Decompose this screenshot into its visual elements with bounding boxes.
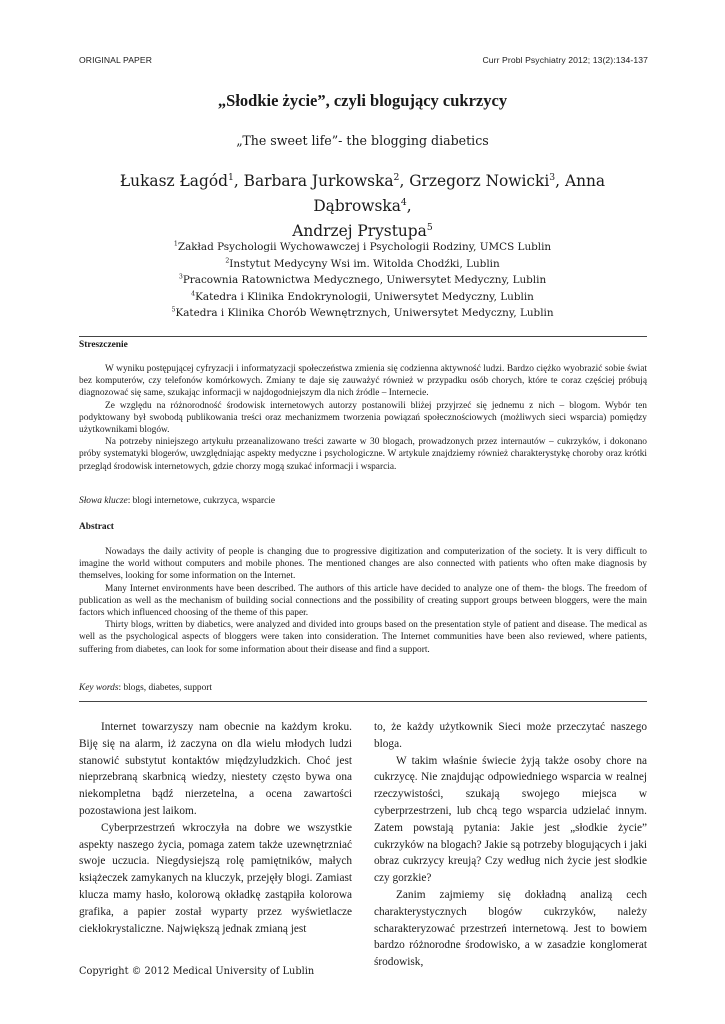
- divider: [79, 336, 647, 337]
- author: Barbara Jurkowska$^2$,: [243, 171, 410, 190]
- copyright-footer: Copyright © 2012 Medical University of Lublin: [79, 966, 315, 977]
- abstract-heading: Abstract: [79, 522, 114, 532]
- journal-citation: Curr Probl Psychiatry 2012; 13(2):134-137: [482, 55, 648, 65]
- streszczenie-body: [79, 363, 647, 473]
- abstract-paragraph: Many Internet environments have been described. The authors of this article have decided to analyze one of them- the blogs. The freedom of publication as well as the mechanism of building social connections and the possibility of creating support groups between bloggers, were the main factors which influenced choosing of the theme of this paper.: [79, 583, 647, 619]
- author: Łukasz Łagód$^1$,: [119, 171, 244, 190]
- body-column-right: [374, 719, 647, 971]
- affiliation: $^4$Katedra i Klinika Endokrynologii, Uniwersytet Medyczny, Lublin: [191, 290, 534, 303]
- body-paragraph: Internet towarzyszy nam obecnie na każdym kroku. Biję się na alarm, iż zaczyna on dla wielu młodych ludzi stanowić substytut kontaktów międzyludzkich. Choć jest nieprzebraną skarbnicą wiedzy, niestety często bywa ona niekompletna bądź nierzetelna, a ocena zawartości pozostawiona jest laikom.: [79, 721, 352, 817]
- abstract-paragraph: Nowadays the daily activity of people is changing due to progressive digitization and computerization of the society. It is very difficult to imagine the world without computers and mobile phones. The mentioned changes are also connected with patients who often make diagnosis by themselves, looking for some information on the Internet.: [79, 547, 647, 582]
- body-paragraph: Zanim zajmiemy się dokładną analizą cech charakterystycznych blogów cukrzyków, należy scharakteryzować przestrzeń internetową. Jest to bowiem bardzo różnorodne środowisko, a w zasadzie konglomerat środowisk,: [374, 888, 647, 969]
- streszczenie-paragraph: W wyniku postępującej cyfryzacji i informatyzacji społeczeństwa zmienia się codzienna aktywność ludzi. Bardzo ciężko wyobrazić sobie świat bez komputerów, czy telefonów komórkowych. Zmiany te daje się zauważyć również w przypadku osób chorych, które te coraz częściej próbują diagnozować się same, szukając informacji w najdogodniejszym dla nich źródle – Internecie.: [79, 364, 647, 399]
- author: Andrzej Prystupa$^5$: [292, 221, 433, 240]
- abstract-body: [79, 546, 647, 656]
- affiliation: $^2$Instytut Medycyny Wsi im. Witolda Chodźki, Lublin: [225, 257, 500, 270]
- paper-subtitle: „The sweet life”- the blogging diabetics: [236, 133, 489, 148]
- affiliation-list: [80, 239, 645, 322]
- affiliation: $^3$Pracownia Ratownictwa Medycznego, Uniwersytet Medyczny, Lublin: [178, 273, 547, 287]
- affiliation: $^5$Katedra i Klinika Chorób Wewnętrznych, Uniwersytet Medyczny, Lublin: [171, 306, 554, 320]
- streszczenie-heading: Streszczenie: [79, 340, 128, 350]
- streszczenie-paragraph: Ze względu na różnorodność środowisk internetowych autorzy postanowili bliżej przyjrzeć się jednemu z nich – blogom. Wybór ten podyktowany był swobodą publikowania treści oraz mechanizmem tworzenia powiązań społecznościowych (możliwych sieci wsparcia) pomiędzy użytkownikami blogów.: [79, 400, 647, 436]
- streszczenie-paragraph: Na potrzeby niniejszego artykułu przeanalizowano treści zawarte w 30 blogach, prowadzonych przez internautów – cukrzyków, i dokonano próby systematyki blogerów, uwzględniając aspekty medyczne i psychologiczne. W artykule znajdziemy również charakterystykę choroby oraz krótki przegląd środowisk internetowych, gdzie chorzy mogą szukać informacji i wsparcia.: [79, 437, 647, 472]
- paper-title: „Słodkie życie”, czyli blogujący cukrzycy: [217, 91, 508, 110]
- abstract-paragraph: Thirty blogs, written by diabetics, were analyzed and divided into groups based on the presentation style of patient and disease. The medical as well as the psychological aspects of bloggers were taken into consideration. The Internet communities have been also reviewed, where patients, suffering from diabetes, can look for some information about their disease and find a support.: [79, 620, 647, 655]
- author-list: [70, 169, 655, 244]
- author: Anna Dąbrowska$^4$,: [313, 172, 606, 215]
- body-paragraph: W takim właśnie świecie żyją także osoby chore na cukrzycę. Nie znajdując odpowiedniego wsparcia w realnej rzeczywistości, szukają swojego miejsca w cyberprzestrzeni, lub chcą tego wsparcia udzielać innym. Zatem powstają pytania: Jakie jest „słodkie życie” cukrzyków na blogach? Jakie są potrzeby blogujących i jaki obraz cukrzycy kreują? Czy według nich życie jest słodkie czy gorzkie?: [374, 754, 647, 885]
- body-column-left: [79, 719, 352, 937]
- body-paragraph: Cyberprzestrzeń wkroczyła na dobre we wszystkie aspekty naszego życia, pomaga zatem także uzewnętrzniać swoje uczucia. Niegdysiejszą rolę pamiętników, małych książeczek zamykanych na kluczyk, przejęły blogi. Zamiast klucza mamy hasło, kolorową okładkę zastąpiła kolorowa grafika, a papier został wyparty przez wyświetlacze ciekłokrystaliczne. Największą jednak zmianą jest: [79, 821, 352, 935]
- article-type: ORIGINAL PAPER: [79, 55, 153, 65]
- divider: [79, 701, 647, 702]
- author: Grzegorz Nowicki$^3$,: [409, 171, 565, 190]
- abstract-keywords: Key words: blogs, diabetes, support: [79, 683, 212, 693]
- streszczenie-keywords: Słowa klucze: blogi internetowe, cukrzyca, wsparcie: [79, 496, 276, 506]
- affiliation: $^1$Zakład Psychologii Wychowawczej i Psychologii Rodziny, UMCS Lublin: [173, 240, 552, 253]
- body-paragraph: to, że każdy użytkownik Sieci może przeczytać naszego bloga.: [374, 721, 647, 750]
